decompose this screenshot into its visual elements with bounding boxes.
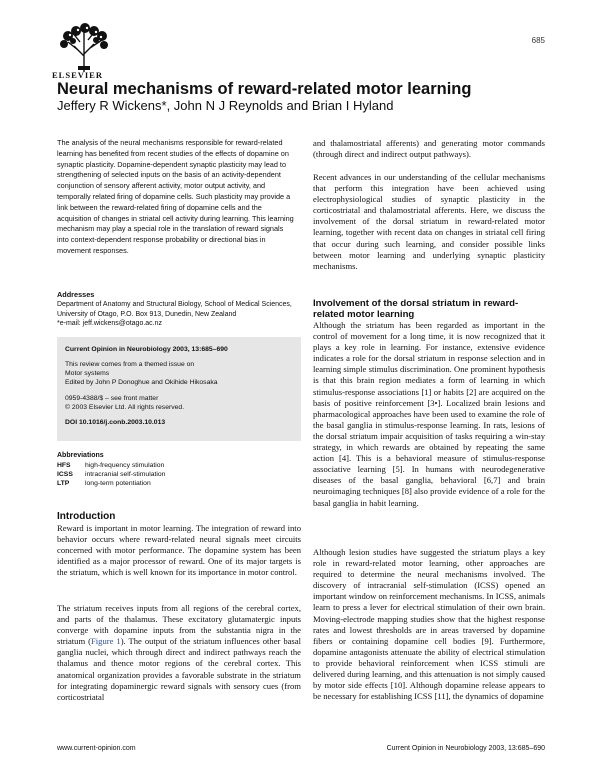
right-paragraph-3: Although lesion studies have suggested the striatum plays a key role in reward-related motor learning, other approaches are required to determine the neural mechanisms involved. The discovery of intracranial self-stimulation (ICSS) opened an important window on reinforcement mechanisms. In ICSS, animals learn to press a lever for electrical stimulation of their own brain. Moving-electrode mapping studies show that the highest response rates and lowest thresholds are in areas traversed by dopamine fibers or containing dopamine cell bodies [9]. Furthermore, dopamine antagonists attenuate the ability of electrical stimulation to provide behavioral reinforcement when ICSS stimuli are delivered during learning, and this attenuation is not simply caused by motor side effects [10]. Although dopamine release appears to be necessary for establishing ICSS [11], the dynamics of dopamine <box>313 547 545 702</box>
elsevier-tree-logo-icon <box>56 22 112 74</box>
abbreviation-row: LTP long-term potentiation <box>57 480 151 487</box>
right-paragraph-continued: and thalamostriatal afferents) and generating motor commands (through direct and indirect output pathways). <box>313 138 545 160</box>
abbreviation-row: HFS high-frequency stimulation <box>57 462 165 469</box>
introduction-paragraph-1: Reward is important in motor learning. The integration of reward into behavior occurs where reward-related neural signals meet circuits concerned with motor performance. The dopamine system has been identified as a major processor of reward. One of its major targets is the striatum, which is well known for its importance in motor control. <box>57 523 301 578</box>
editors-line: Edited by John P Donoghue and Okihide Hikosaka <box>65 379 218 386</box>
right-paragraph-2: Although the striatum has been regarded as important in the control of movement for a long time, it is now recognized that it plays a key role in learning. For instance, extensive evidence indicates a role for the dorsal striatum in response selection and in learning simple stimulus discrimination. One prominent hypothesis is that this brain region mediates a form of learning in which stimulus-response associations [1] or habits [2] are acquired on the basis of positive reinforcement [3•]. Localized brain lesions and pharmacological approaches have been used to examine the role of the basal ganglia in stimulus-response learning. In rats, lesions of the dorsal striatum impair acquisition of tasks requiring a win-stay strategy, in which rewards are obtained by repeating the same action [4]. This is a behavioral measure of stimulus-response associative learning [5]. In humans with neurodegenerative diseases of the basal ganglia, behavioral [6,7] and brain neuroimaging techniques [8] also provide evidence of a role for the basal ganglia in habit learning. <box>313 320 545 508</box>
themed-issue-line: This review comes from a themed issue on <box>65 361 195 368</box>
footer-citation: Current Opinion in Neurobiology 2003, 13:685–690 <box>386 745 545 752</box>
abbreviation-row: ICSS intracranial self-stimulation <box>57 471 166 478</box>
publisher-wordmark: ELSEVIER <box>52 70 103 80</box>
themed-issue-topic: Motor systems <box>65 370 110 377</box>
article-authors: Jeffery R Wickens*, John N J Reynolds and Brian I Hyland <box>57 98 394 113</box>
abstract: The analysis of the neural mechanisms responsible for reward-related learning has benefited from recent studies of the effects of dopamine on synaptic plasticity. Dopamine-dependent synaptic plasticity may lead to strengthening of selected inputs on the basis of an activity-dependent conjunction of sensory afferent activity, motor output activity, and temporally related firing of dopamine cells. Such plasticity may provide a link between the reward-related firing of dopamine cells and the acquisition of changes in striatal cell activity during learning. This learning mechanism may play a special role in the translation of reward signals into context-dependent response probability or directional bias in movement responses. <box>57 138 294 255</box>
journal-citation: Current Opinion in Neurobiology 2003, 13:685–690 <box>65 346 228 353</box>
doi-link[interactable]: DOI 10.1016/j.conb.2003.10.013 <box>65 419 166 426</box>
article-info-box <box>57 337 301 441</box>
addresses-block <box>57 300 297 329</box>
page-number: 685 <box>531 36 545 45</box>
copyright-line: © 2003 Elsevier Ltd. All rights reserved. <box>65 404 185 411</box>
figure-1-link[interactable]: Figure 1 <box>90 636 121 647</box>
article-title: Neural mechanisms of reward-related motor learning <box>57 80 472 98</box>
abbreviations-heading: Abbreviations <box>57 452 104 459</box>
introduction-heading: Introduction <box>57 511 116 522</box>
issn-line: 0959-4388/$ – see front matter <box>65 395 159 402</box>
right-paragraph-1: Recent advances in our understanding of the cellular mechanisms that perform this integration have been achieved using electrophysiological studies of synaptic plasticity in the corticostriatal and thalamostriatal afferents. Here, we discuss the involvement of the dorsal striatum in reward-related motor learning, together with recent data on changes in striatal cell firing that occur during such learning, and consider possible links between motor learning and underlying synaptic plasticity mechanisms. <box>313 172 545 271</box>
section-heading-dorsal-striatum: Involvement of the dorsal striatum in reward-related motor learning <box>313 298 519 320</box>
introduction-paragraph-2: The striatum receives inputs from all regions of the cerebral cortex, and parts of the thalamus. These excitatory glutamatergic inputs converge with dopamine inputs from the substantia nigra in the striatum (Figure 1). The output of the striatum influences other basal ganglia nuclei, which through direct and indirect pathways reach the thalamus and thence motor regions of the cerebral cortex. This anatomical organization provides a favorable substrate in the striatum for integrating dopaminergic reward signals with sensory cues (from corticostriatal <box>57 603 301 702</box>
address-line: Department of Anatomy and Structural Biology, School of Medical Sciences, University of Otago, P.O. Box 913, Dunedin, New Zealand <box>57 301 292 318</box>
email-address[interactable]: *e-mail: jeff.wickens@otago.ac.nz <box>57 320 163 327</box>
footer-website-link[interactable]: www.current-opinion.com <box>57 745 136 752</box>
addresses-heading: Addresses <box>57 290 95 299</box>
